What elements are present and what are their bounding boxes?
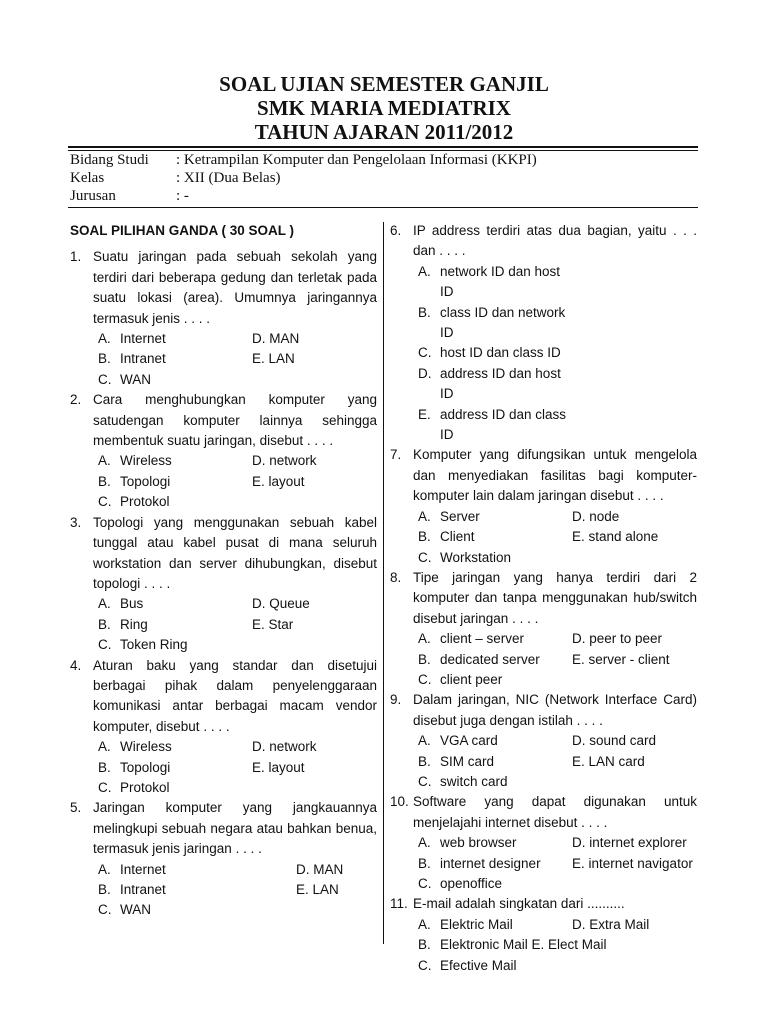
answer-option (98, 594, 252, 614)
option-letter: D. (418, 365, 432, 381)
answer-option (418, 262, 572, 303)
answer-option (252, 472, 406, 492)
option-text: E. layout (252, 759, 305, 775)
option-text: D. node (572, 508, 620, 524)
question-stem (390, 221, 697, 262)
option-text: D. sound card (572, 733, 657, 749)
option-row (418, 915, 697, 935)
answer-option (98, 492, 252, 512)
option-row (98, 778, 377, 798)
option-row (98, 492, 377, 512)
answer-option (572, 507, 726, 527)
option-text: Workstation (440, 549, 512, 565)
answer-option (418, 752, 572, 772)
answer-option (98, 900, 296, 920)
option-letter: C. (98, 371, 112, 387)
option-row (98, 615, 377, 635)
option-letter: A. (98, 861, 111, 877)
option-letter: A. (98, 596, 111, 612)
question-5 (70, 798, 377, 920)
option-row (98, 635, 377, 655)
answer-option (418, 772, 572, 792)
option-text: openoffice (440, 876, 503, 891)
question-text: Tipe jaringan yang hanya terdiri dari 2 komputer dan tanpa menggunakan hub/switch disebut jaringan . . . . (413, 569, 697, 626)
option-text: WAN (120, 902, 151, 918)
option-row (418, 364, 697, 405)
question-10 (390, 792, 697, 894)
question-number: 11. (390, 896, 408, 912)
answer-options (98, 860, 377, 921)
question-number: 9. (390, 692, 402, 708)
answer-option (252, 758, 406, 778)
question-text: Topologi yang menggunakan sebuah kabel tunggal atau kabel pusat di mana seluruh workstation dan server dihubungkan, disebut topologi . . . . (93, 514, 377, 591)
option-letter: C. (98, 637, 112, 653)
question-number: 1. (70, 249, 82, 265)
option-row (98, 758, 377, 778)
right-column (390, 221, 697, 976)
info-value: : - (176, 188, 189, 204)
answer-option (418, 731, 572, 751)
option-row (418, 303, 697, 344)
question-3 (70, 513, 377, 656)
answer-option (418, 650, 572, 670)
option-row (98, 370, 377, 390)
info-row-major (70, 187, 537, 205)
question-number: 6. (390, 223, 402, 238)
option-letter: B. (418, 529, 431, 545)
option-letter: A. (418, 263, 431, 279)
option-letter: C. (418, 773, 432, 789)
option-text: WAN (120, 371, 151, 387)
option-row (418, 874, 697, 894)
option-row (418, 343, 697, 363)
question-9 (390, 690, 697, 792)
question-stem (70, 798, 377, 859)
question-text: Cara menghubungkan komputer yang satudengan komputer lainnya sehingga membentuk suatu jaringan, disebut . . . . (93, 392, 377, 449)
exam-title: SOAL UJIAN SEMESTER GANJIL (219, 72, 549, 96)
option-text: internet designer (440, 855, 541, 871)
answer-option (572, 629, 726, 649)
option-row (418, 833, 697, 853)
option-text: D. MAN (296, 861, 344, 877)
option-text: client peer (440, 671, 503, 687)
question-text: Suatu jaringan pada sebuah sekolah yang terdiri dari beberapa gedung dan terletak pada suatu lokasi (area). Umumnya jaringannya termasuk jenis . . . . (93, 249, 377, 326)
question-number: 2. (70, 392, 82, 408)
option-text: D. Queue (252, 596, 310, 612)
option-text: host ID dan class ID (440, 345, 561, 361)
question-text: Aturan baku yang standar dan disetujui berbagai pihak dalam penyelenggaraan komunikasi antar berbagai macam vendor komputer, disebut . . . . (93, 657, 377, 734)
answer-option (252, 329, 406, 349)
option-text: VGA card (440, 733, 498, 749)
option-letter: C. (418, 345, 432, 361)
answer-options (418, 629, 697, 690)
option-letter: C. (418, 876, 432, 891)
question-stem (70, 247, 377, 329)
question-stem (390, 894, 697, 914)
option-row (418, 731, 697, 751)
question-text: IP address terdiri atas dua bagian, yaitu . . . dan . . . . (413, 223, 697, 259)
option-row (418, 650, 697, 670)
question-stem (390, 792, 697, 833)
question-stem (390, 690, 697, 731)
option-text: dedicated server (440, 651, 540, 667)
option-text: Efective Mail (440, 957, 517, 973)
option-text: Bus (120, 596, 144, 612)
question-11 (390, 894, 697, 976)
option-letter: C. (418, 671, 432, 687)
option-text: address ID dan class ID (440, 406, 567, 443)
answer-options (418, 915, 697, 976)
option-text: Ring (120, 616, 148, 632)
option-text: Intranet (120, 882, 166, 897)
answer-option (418, 405, 572, 446)
option-row (98, 472, 377, 492)
option-text: E. LAN (252, 351, 295, 367)
option-row (418, 405, 697, 446)
answer-option (418, 507, 572, 527)
option-letter: A. (418, 508, 431, 524)
question-stem (70, 513, 377, 595)
question-text: Software yang dapat digunakan untuk menjelajahi internet disebut . . . . (413, 794, 697, 830)
option-text: E. layout (252, 473, 305, 489)
option-row (418, 854, 697, 874)
option-letter: A. (418, 835, 431, 851)
info-label: Jurusan (70, 188, 116, 204)
answer-option (98, 370, 252, 390)
answer-option (252, 615, 406, 635)
option-letter: B. (418, 937, 431, 953)
option-text: Server (440, 508, 480, 524)
option-text: E. server - client (572, 651, 670, 667)
question-number: 5. (70, 800, 82, 816)
option-text: Elektronic Mail E. Elect Mail (440, 937, 607, 953)
option-text: D. Extra Mail (572, 916, 650, 932)
option-letter: C. (418, 957, 432, 973)
option-text: Topologi (120, 759, 171, 775)
option-text: client – server (440, 631, 525, 647)
option-row (98, 860, 377, 880)
option-letter: A. (418, 733, 431, 749)
option-row (418, 262, 697, 303)
answer-options (418, 507, 697, 568)
option-text: D. network (252, 453, 317, 469)
answer-option (418, 364, 572, 405)
option-row (98, 880, 377, 900)
info-value: : Ketrampilan Komputer dan Pengelolaan Informasi (KKPI) (176, 152, 537, 168)
answer-option (98, 860, 296, 880)
answer-options (98, 594, 377, 655)
option-letter: A. (418, 916, 431, 932)
answer-option (98, 635, 252, 655)
answer-option (252, 737, 406, 757)
option-row (418, 772, 697, 792)
option-text: SIM card (440, 753, 495, 769)
option-letter: B. (98, 882, 111, 897)
exam-info (70, 151, 537, 205)
option-text: D. MAN (252, 331, 300, 347)
answer-option (418, 343, 572, 363)
answer-option (98, 778, 252, 798)
question-number: 10. (390, 794, 409, 810)
option-row (418, 670, 697, 690)
option-text: Elektric Mail (440, 916, 513, 932)
answer-option (418, 854, 572, 874)
option-text: address ID dan host ID (440, 365, 561, 402)
answer-option (98, 349, 252, 369)
answer-option (98, 472, 252, 492)
question-text: Jaringan komputer yang jangkauannya melingkupi sebuah negara atau bahkan benua, termasuk jenis jaringan . . . . (93, 800, 377, 857)
question-stem (70, 390, 377, 451)
option-letter: A. (98, 453, 111, 469)
question-text: Dalam jaringan, NIC (Network Interface Card) disebut juga dengan istilah . . . . (413, 692, 697, 728)
option-row (98, 900, 377, 920)
question-4 (70, 656, 377, 799)
answer-option (252, 451, 406, 471)
answer-options (98, 451, 377, 512)
option-letter: B. (418, 753, 431, 769)
info-row-subject (70, 151, 537, 169)
header-rule-thick (68, 146, 698, 148)
answer-option (418, 527, 572, 547)
option-row (418, 956, 697, 976)
info-label: Kelas (70, 170, 105, 186)
academic-year: TAHUN AJARAN 2011/2012 (254, 120, 514, 144)
option-row (98, 594, 377, 614)
question-text: Komputer yang difungsikan untuk mengelola dan menyediakan fasilitas bagi komputer-komputer lain dalam jaringan disebut . . . . (413, 447, 697, 504)
option-text: E. LAN (296, 882, 339, 897)
question-7 (390, 445, 697, 567)
answer-options (418, 731, 697, 792)
option-letter: B. (98, 351, 111, 367)
option-letter: C. (418, 549, 432, 565)
option-text: E. internet navigator (572, 855, 693, 871)
option-row (418, 507, 697, 527)
option-letter: C. (98, 779, 112, 795)
question-stem (70, 656, 377, 738)
option-letter: C. (98, 902, 112, 918)
info-rule (68, 207, 698, 208)
answer-option (572, 854, 726, 874)
option-letter: B. (418, 304, 431, 320)
option-row (418, 548, 697, 568)
option-letter: A. (418, 631, 431, 647)
answer-option (418, 935, 607, 955)
option-row (98, 737, 377, 757)
answer-option (252, 594, 406, 614)
exam-header (0, 72, 768, 144)
option-text: Token Ring (120, 637, 188, 653)
option-text: class ID dan network ID (440, 304, 566, 341)
school-name: SMK MARIA MEDIATRIX (257, 96, 511, 120)
option-text: E. stand alone (572, 529, 659, 545)
answer-option (98, 880, 296, 900)
answer-option (98, 329, 252, 349)
section-title: SOAL PILIHAN GANDA ( 30 SOAL ) (70, 223, 295, 238)
question-6 (390, 221, 697, 445)
question-number: 7. (390, 447, 402, 463)
option-letter: B. (98, 473, 111, 489)
option-row (98, 451, 377, 471)
option-text: Internet (120, 331, 166, 347)
answer-option (98, 615, 252, 635)
left-column (70, 221, 377, 921)
answer-options (98, 737, 377, 798)
option-text: E. Star (252, 616, 294, 632)
question-1 (70, 247, 377, 390)
answer-option (572, 650, 726, 670)
answer-option (572, 752, 726, 772)
option-text: web browser (440, 835, 517, 851)
question-stem (390, 568, 697, 629)
answer-option (418, 548, 572, 568)
answer-option (418, 915, 572, 935)
option-letter: B. (98, 616, 111, 632)
answer-option (418, 833, 572, 853)
option-text: switch card (440, 773, 508, 789)
answer-option (418, 629, 572, 649)
option-text: Wireless (120, 453, 172, 469)
option-text: network ID dan host ID (440, 263, 561, 300)
answer-option (418, 874, 572, 894)
option-letter: B. (418, 855, 431, 871)
option-letter: B. (98, 759, 111, 775)
option-text: Internet (120, 861, 166, 877)
option-text: Client (440, 529, 475, 545)
answer-option (98, 758, 252, 778)
info-value: : XII (Dua Belas) (176, 170, 281, 186)
option-letter: A. (98, 331, 111, 347)
answer-option (418, 303, 572, 344)
option-letter: C. (98, 494, 112, 510)
answer-options (418, 833, 697, 894)
option-letter: E. (418, 406, 431, 422)
answer-options (98, 329, 377, 390)
answer-option (572, 527, 726, 547)
info-label: Bidang Studi (70, 152, 149, 168)
question-number: 4. (70, 657, 82, 673)
answer-options (418, 262, 697, 446)
option-row (418, 527, 697, 547)
answer-option (572, 833, 726, 853)
answer-option (418, 670, 572, 690)
option-text: Protokol (120, 494, 170, 510)
info-row-class (70, 169, 537, 187)
option-text: D. peer to peer (572, 631, 663, 647)
option-letter: A. (98, 739, 111, 755)
answer-option (418, 956, 572, 976)
answer-option (572, 731, 726, 751)
question-number: 3. (70, 514, 82, 530)
question-stem (390, 445, 697, 506)
question-2 (70, 390, 377, 512)
answer-option (98, 451, 252, 471)
question-8 (390, 568, 697, 690)
question-number: 8. (390, 569, 402, 585)
option-text: D. network (252, 739, 317, 755)
option-text: D. internet explorer (572, 835, 687, 851)
answer-option (252, 349, 406, 369)
option-text: Wireless (120, 739, 172, 755)
option-row (418, 752, 697, 772)
option-letter: B. (418, 651, 431, 667)
option-row (98, 329, 377, 349)
option-text: Topologi (120, 473, 171, 489)
option-row (98, 349, 377, 369)
option-text: E. LAN card (572, 753, 645, 769)
answer-option (98, 737, 252, 757)
question-text: E-mail adalah singkatan dari .......... (413, 896, 625, 912)
option-text: Intranet (120, 351, 166, 367)
option-row (418, 629, 697, 649)
option-text: Protokol (120, 779, 170, 795)
option-row (418, 935, 697, 955)
answer-option (572, 915, 726, 935)
